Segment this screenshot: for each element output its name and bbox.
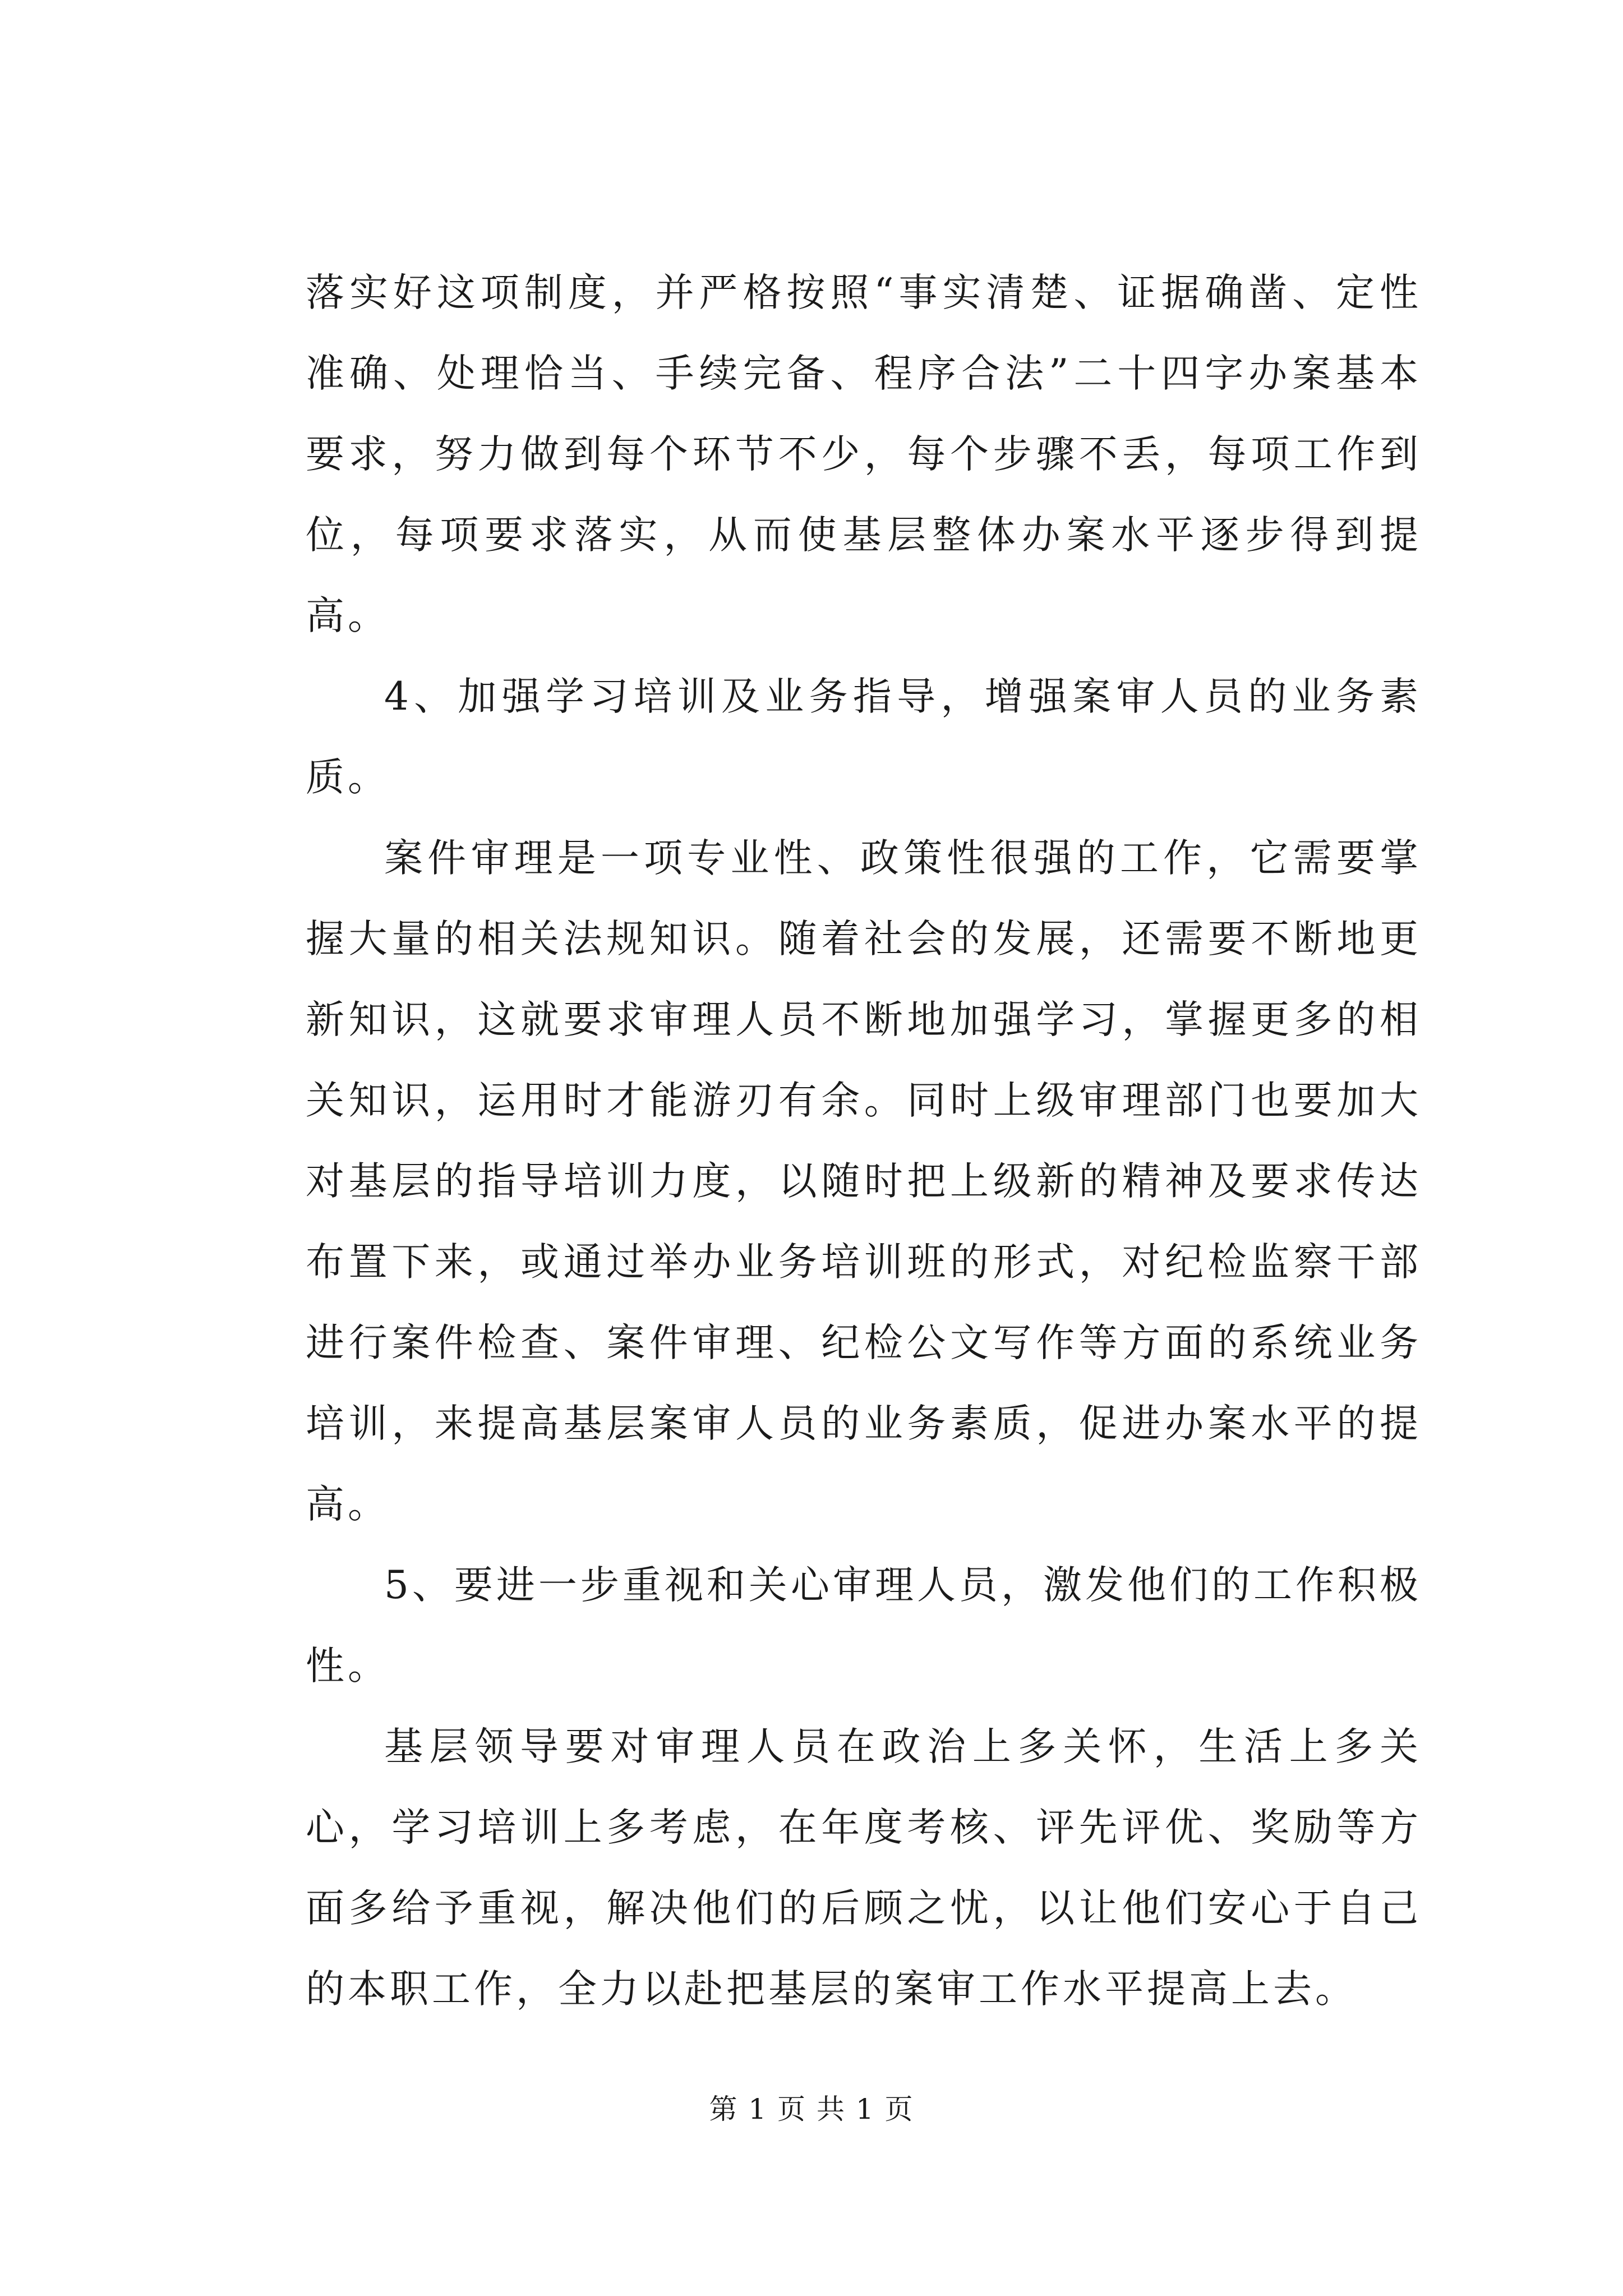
document-body xyxy=(306,252,1422,2030)
paragraph-leadership-care: 基层领导要对审理人员在政治上多关怀，生活上多关心，学习培训上多考虑，在年度考核、评先评优、奖励等方面多给予重视，解决他们的后顾之忧，以让他们安心于自己的本职工作，全力以赴把基层的案审工作水平提高上去。 xyxy=(306,1724,1422,2012)
paragraph-heading-4: 4、加强学习培训及业务指导，增强案审人员的业务素质。 xyxy=(306,674,1422,800)
page-footer: 第 1 页 共 1 页 xyxy=(709,2093,914,2125)
paragraph-case-review-training: 案件审理是一项专业性、政策性很强的工作，它需要掌握大量的相关法规知识。随着社会的发展，还需要不断地更新知识，这就要求审理人员不断地加强学习，掌握更多的相关知识，运用时才能游刃有余。同时上级审理部门也要加大对基层的指导培训力度，以随时把上级新的精神及要求传达布置下来，或通过举办业务培训班的形式，对纪检监察干部进行案件检查、案件审理、纪检公文写作等方面的系统业务培训，来提高基层案审人员的业务素质，促进办案水平的提高。 xyxy=(306,836,1422,1527)
paragraph-heading-5: 5、要进一步重视和关心审理人员，激发他们的工作积极性。 xyxy=(306,1563,1422,1688)
paragraph-continuation: 落实好这项制度，并严格按照“事实清楚、证据确凿、定性准确、处理恰当、手续完备、程序合法”二十四字办案基本要求，努力做到每个环节不少，每个步骤不丢，每项工作到位，每项要求落实，从而使基层整体办案水平逐步得到提高。 xyxy=(306,270,1422,638)
